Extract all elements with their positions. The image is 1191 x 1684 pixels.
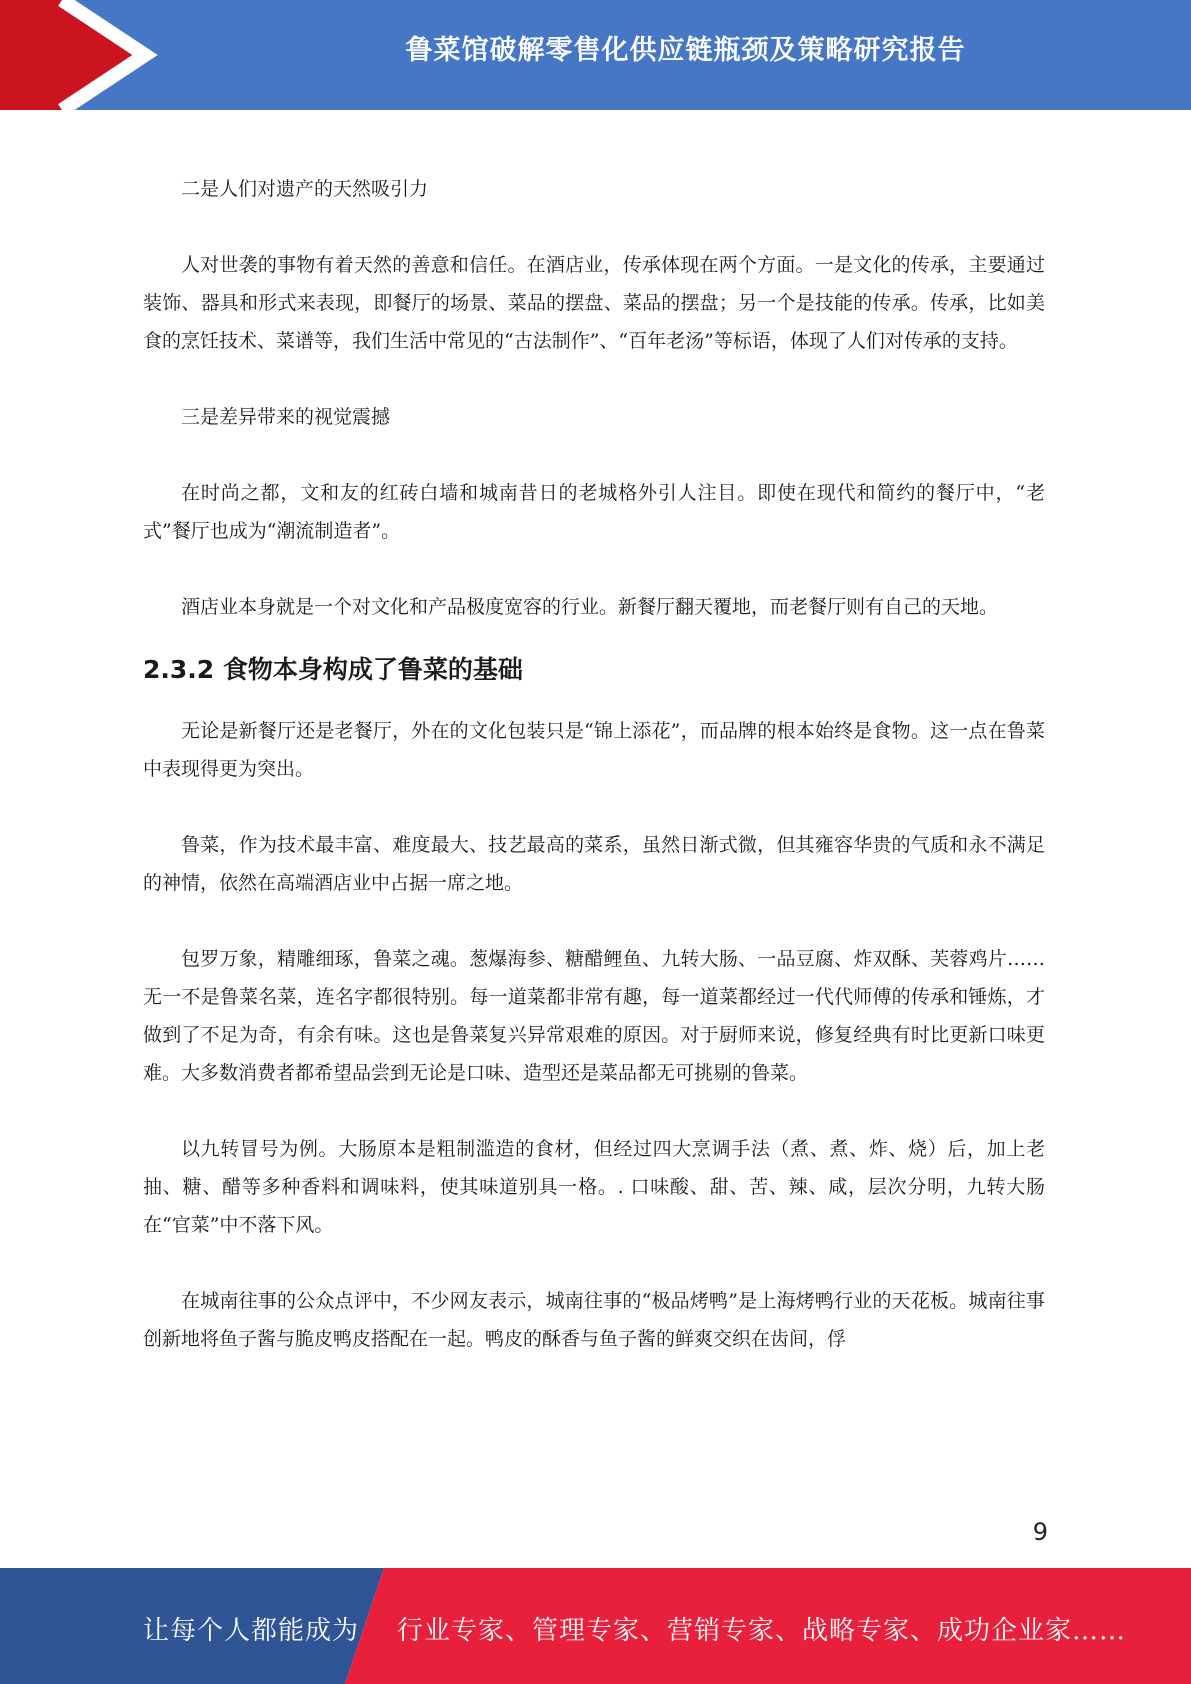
paragraph: 在时尚之都，文和友的红砖白墙和城南昔日的老城格外引人注目。即使在现代和简约的餐厅中，“老式”餐厅也成为“潮流制造者”。 bbox=[143, 482, 1045, 542]
section-heading: 2.3.2 食物本身构成了鲁菜的基础 bbox=[143, 655, 523, 684]
subheading-visual-impact: 三是差异带来的视觉震撼 bbox=[181, 406, 391, 428]
paragraph: 鲁菜，作为技术最丰富、难度最大、技艺最高的菜系，虽然日渐式微，但其雍容华贵的气质和永不满足的神情，依然在高端酒店业中占据一席之地。 bbox=[143, 834, 1045, 894]
page-footer bbox=[0, 1568, 1191, 1684]
subheading-heritage: 二是人们对遗产的天然吸引力 bbox=[181, 178, 429, 200]
paragraph: 酒店业本身就是一个对文化和产品极度宽容的行业。新餐厅翻天覆地，而老餐厅则有自己的天地。 bbox=[181, 596, 999, 618]
paragraph: 人对世袭的事物有着天然的善意和信任。在酒店业，传承体现在两个方面。一是文化的传承，主要通过装饰、器具和形式来表现，即餐厅的场景、菜品的摆盘、菜品的摆盘；另一个是技能的传承。传承，比如美食的烹饪技术、菜谱等，我们生活中常见的“古法制作”、“百年老汤”等标语，体现了人们对传承的支持。 bbox=[143, 254, 1045, 352]
header-title: 鲁菜馆破解零售化供应链瓶颈及策略研究报告 bbox=[405, 35, 966, 66]
footer-slogan-right: 行业专家、管理专家、营销专家、战略专家、成功企业家…… bbox=[397, 1616, 1127, 1646]
paragraph: 包罗万象，精雕细琢，鲁菜之魂。葱爆海参、糖醋鲤鱼、九转大肠、一品豆腐、炸双酥、芙蓉鸡片……无一不是鲁菜名菜，连名字都很特别。每一道菜都非常有趣，每一道菜都经过一代代师傅的传承和锤炼，才做到了不足为奇，有余有味。这也是鲁菜复兴异常艰难的原因。对于厨师来说，修复经典有时比更新口味更难。大多数消费者都希望品尝到无论是口味、造型还是菜品都无可挑剔的鲁菜。 bbox=[143, 948, 1045, 1084]
page-number: 9 bbox=[1032, 1518, 1048, 1546]
paragraph: 以九转冒号为例。大肠原本是粗制滥造的食材，但经过四大烹调手法（煮、煮、炸、烧）后，加上老抽、糖、醋等多种香料和调味料，使其味道别具一格。. 口味酸、甜、苦、辣、咸，层次分明，九转大肠在“官菜”中不落下风。 bbox=[143, 1138, 1045, 1236]
paragraph: 在城南往事的公众点评中，不少网友表示，城南往事的“极品烤鸭”是上海烤鸭行业的天花板。城南往事创新地将鱼子酱与脆皮鸭皮搭配在一起。鸭皮的酥香与鱼子酱的鲜爽交织在齿间，俘 bbox=[143, 1290, 1045, 1350]
page-header bbox=[0, 0, 1191, 110]
paragraph: 无论是新餐厅还是老餐厅，外在的文化包装只是“锦上添花”，而品牌的根本始终是食物。这一点在鲁菜中表现得更为突出。 bbox=[143, 720, 1045, 780]
main-content bbox=[143, 170, 1045, 1358]
footer-slogan-left: 让每个人都能成为 bbox=[143, 1616, 360, 1646]
